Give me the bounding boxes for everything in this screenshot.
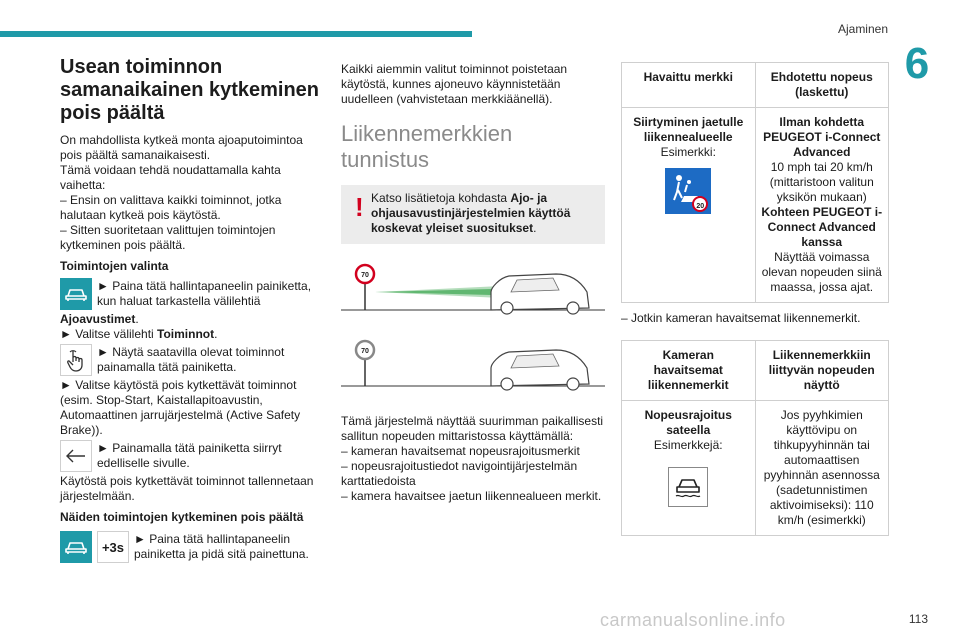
column-2: [341, 62, 605, 504]
page-number: 113: [908, 612, 928, 626]
exclamation-icon: !: [355, 192, 364, 222]
header-bar: [0, 31, 472, 37]
table1-header-speed: Ehdotettu nopeus (laskettu): [755, 63, 889, 108]
heading-sign-recognition: Liikennemerkkien tunnistus: [341, 121, 513, 172]
rain-car-sign-icon: [668, 467, 708, 507]
column-3: [621, 62, 889, 536]
illustration-sign-car-2: [341, 338, 605, 400]
table-shared-zone: [621, 62, 889, 303]
section-title: Ajaminen: [837, 22, 888, 36]
table1-cell-speed: Ilman kohdetta PEUGEOT i-Connect Advanced 10 mph tai 20 km/h (mittaristoon valitun yksikön mukaan) Kohteen PEUGEOT i-Connect Advanced kanssa Näyttää voimassa olevan nopeuden siinä maassa, jossa ajat.: [755, 108, 889, 303]
shared-zone-speed: 20: [696, 203, 705, 210]
reset-note: Kaikki aiemmin valitut toiminnot poistetaan käytöstä, kunnes ajoneuvo käynnistetään uudelleen (vahvistetaan merkkiäänellä).: [341, 62, 568, 106]
camera-signs-note: – Jotkin kameran havaitsemat liikennemerkit.: [621, 311, 861, 325]
table2-header-speed: Liikennemerkkiin liittyvän nopeuden näyttö: [755, 341, 889, 401]
step-show-functions: ► Näytä saatavilla olevat toiminnot painamalla tätä painiketta.: [60, 344, 322, 376]
warning-box: ! Katso lisätietoja kohdasta Ajo- ja ohjausavustinjärjestelmien käyttöä koskevat yleiset suositukset.: [341, 185, 605, 244]
illustration-sign-car-1: [341, 262, 605, 324]
hold-3s-icon: +3s: [97, 531, 129, 563]
car-icon: [60, 278, 92, 310]
speed-sign-2: 70: [361, 348, 369, 355]
step-driving-aids-tail: Ajoavustimet.: [60, 312, 139, 326]
column-1: [60, 56, 322, 565]
step-choose-functions: ► Valitse käytöstä pois kytkettävät toiminnot (esim. Stop-Start, Kaistallapitoavustin, Automaattinen jarrujärjestelmä (Active Safety Brake)).: [60, 378, 301, 437]
table2-cell-speed: Jos pyyhkimien käyttövipu on tihkupyyhinnän tai automaattisen pyyhinnän asennossa (sadetunnistimen aktivoimiseksi): 110 km/h (esimerkki): [755, 401, 889, 536]
table1-cell-sign: Siirtyminen jaetulle liikennealueelle Esimerkki: 20: [622, 108, 756, 303]
step-select-tab: ► Valitse välilehti Toiminnot.: [60, 327, 218, 341]
table2-header-sign: Kameran havaitsemat liikennemerkit: [622, 341, 756, 401]
intro-paragraph: On mahdollista kytkeä monta ajoaputoimintoa pois päältä samanaikaisesti. Tämä voidaan tehdä noudattamalla kahta vaihetta: – Ensin on valittava kaikki toiminnot, jotka halutaan kytkeä pois käytöstä. – Sitten suoritetaan valittujen toimintojen kytkeminen pois päältä.: [60, 133, 303, 252]
table2-cell-sign: Nopeusrajoitus sateella Esimerkkejä:: [622, 401, 756, 536]
shared-zone-sign-icon: [665, 168, 711, 214]
watermark: carmanualsonline.info: [600, 610, 786, 630]
step-press-hold: +3s ► Paina tätä hallintapaneelin painiketta ja pidä sitä painettuna.: [60, 531, 322, 563]
back-arrow-icon: [60, 440, 92, 472]
subheading-selection: Toimintojen valinta: [60, 259, 169, 273]
step-previous-page: ► Painamalla tätä painiketta siirryt edelliselle sivulle.: [60, 440, 322, 472]
chapter-number: 6: [904, 39, 930, 88]
heading-disable-multiple: Usean toiminnon samanaikainen kytkeminen pois päältä: [60, 56, 320, 124]
touch-hand-icon: [60, 344, 92, 376]
speed-sign-1: 70: [361, 272, 369, 279]
car-icon: [60, 531, 92, 563]
system-description: Tämä järjestelmä näyttää suurimman paikallisesti sallitun nopeuden mittaristossa käyttämällä: – kameran havaitsemat nopeusrajoitusmerkit – nopeusrajoitustiedot navigointijärjestelmän karttatiedoista – kamera havaitsee jaetun liikennealueen merkit.: [341, 414, 604, 503]
subheading-disable: Näiden toimintojen kytkeminen pois päältä: [60, 510, 304, 524]
table-rain-limit: [621, 340, 889, 536]
step-driving-aids: ► Paina tätä hallintapaneelin painiketta, kun haluat tarkastella välilehtiä: [60, 278, 322, 310]
table1-header-sign: Havaittu merkki: [622, 63, 756, 108]
saved-note: Käytöstä pois kytkettävät toiminnot tallennetaan järjestelmään.: [60, 474, 314, 503]
